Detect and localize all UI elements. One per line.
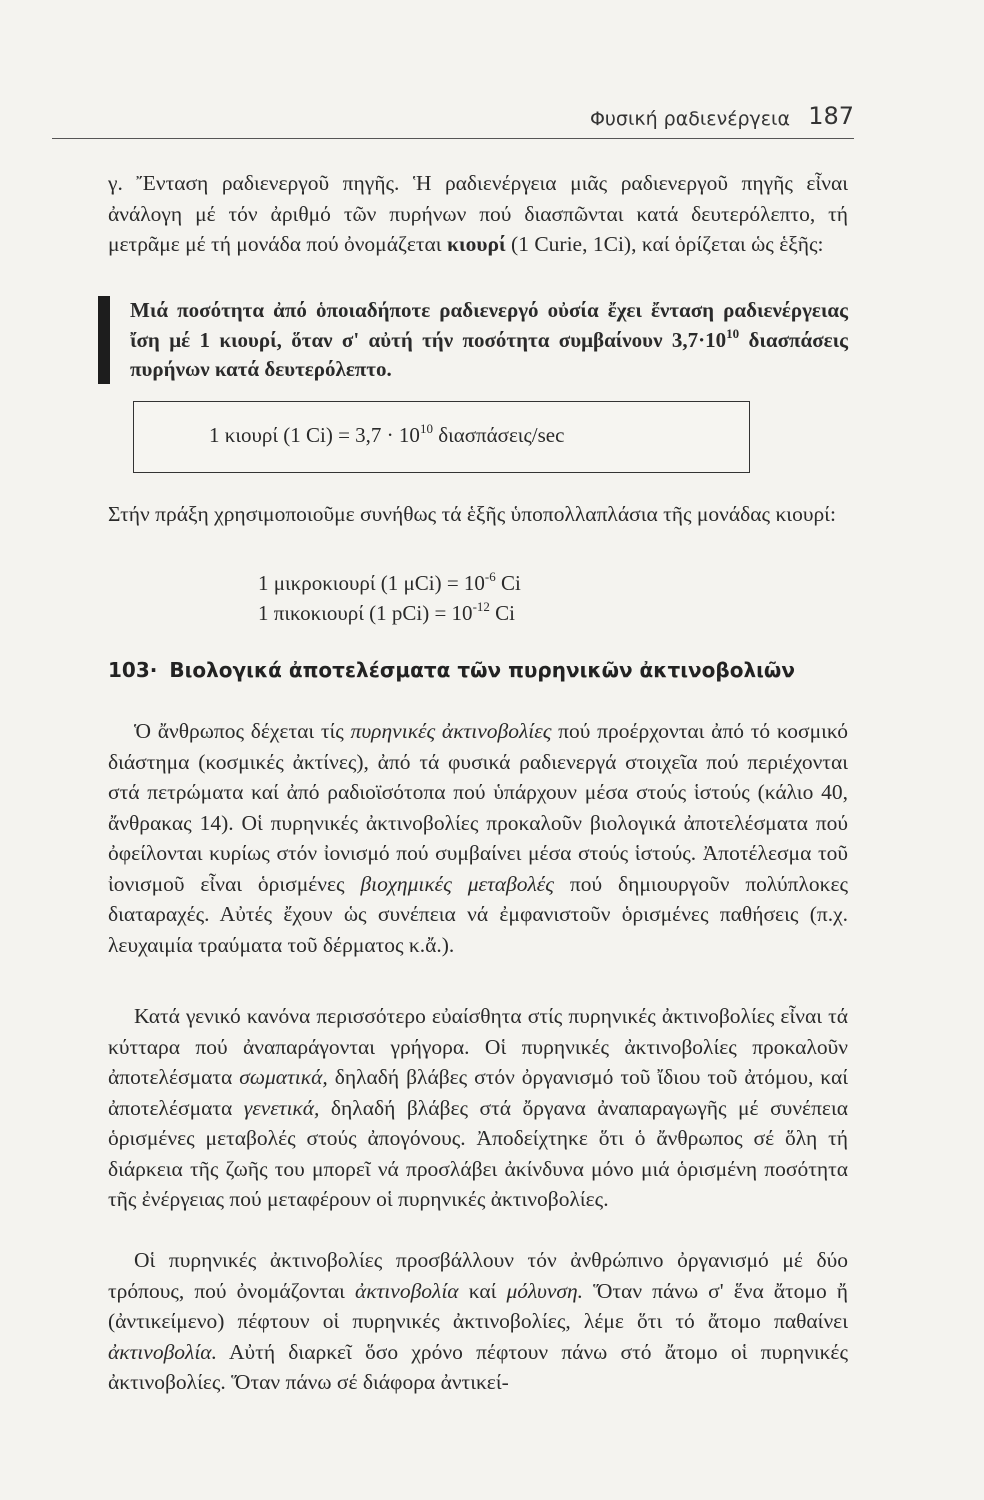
paragraph-exposure: Οἱ πυρηνικές ἀκτινοβολίες προσβάλλουν τόν ἀνθρώπινο ὀργανισμό μέ δύο τρόπους, πού ὀνομάζονται ἀκτινοβολία καί μόλυνση. Ὅταν πάνω σ' ἕνα ἄτομο ἤ (ἀντικείμενο) πέφτουν οἱ πυρηνικές ἀκτινοβολίες, λέμε ὅτι τό ἄτομο παθαίνει ἀκτινοβολία. Αὐτή διαρκεῖ ὅσο χρόνο πέφτουν πάνω στό ἄτομο οἱ πυρηνικές ἀκτινοβολίες. Ὅταν πάνω σέ διάφορα ἀντικεί- bbox=[108, 1248, 849, 1394]
unit-row-micro: 1 μικροκιουρί (1 $\mu Ci) = 10^{-6}$ Ci bbox=[258, 569, 521, 595]
section-number: 103· bbox=[108, 658, 158, 682]
section-heading bbox=[108, 658, 795, 682]
definition-block bbox=[108, 296, 852, 385]
intro-label: γ. Ἔνταση ραδιενεργοῦ πηγῆς. bbox=[108, 171, 400, 195]
definition-exponent: 10 bbox=[726, 325, 740, 341]
paragraph-effects: Κατά γενικό κανόνα περισσότερο εὐαίσθητα στίς πυρηνικές ἀκτινοβολίες εἶναι τά κύτταρα πού ἀναπαράγονται γρήγορα. Οἱ πυρηνικές ἀκτινοβολίες προκαλοῦν ἀποτελέσματα σωματικά, δηλαδή βλάβες στόν ὀργανισμό τοῦ ἴδιου τοῦ ἀτόμου, καί ἀποτελέσματα γενετικά, δηλαδή βλάβες στά ὄργανα ἀναπαραγωγῆς μέ συνέπεια ὁρισμένες μεταβολές στούς ἀπογόνους. Ἀποδείχτηκε ὅτι ὁ ἄνθρωπος σέ ὅλη τή διάρκεια τῆς ζωῆς του μπορεῖ νά προσλάβει ἀκίνδυνα μόνο μιά ὁρισμένη ποσότητα τῆς ἐνέργειας πού μεταφέρουν οἱ πυρηνικές ἀκτινοβολίες. bbox=[108, 1004, 849, 1211]
unit-row-pico: 1 πικοκιουρί (1 $pCi) = 10^{-12}$ Ci bbox=[258, 599, 515, 625]
paragraph-sources: Ὁ ἄνθρωπος δέχεται τίς πυρηνικές ἀκτινοβολίες πού προέρχονται ἀπό τό κοσμικό διάστημα (κοσμικές ἀκτίνες), ἀπό τά φυσικά ραδιενεργά στοιχεῖα πού περιέχονται στά πετρώματα καί ἀπό ραδιοϊσότοπα πού ὑπάρχουν μέσα στούς ἱστούς (κάλιο 40, ἄνθρακας 14). Οἱ πυρηνικές ἀκτινοβολίες προκαλοῦν βιολογικά ἀποτελέσματα πού ὀφείλονται κυρίως στόν ἰονισμό πού συμβαίνει μέσα στούς ἱστούς. Ἀποτέλεσμα τοῦ ἰονισμοῦ εἶναι ὁρισμένες βιοχημικές μεταβολές πού δημιουργοῦν πολύπλοκες διαταραχές. Αὐτές ἔχουν ὡς συνέπεια νά ἐμφανιστοῦν ὁρισμένες παθήσεις (π.χ. λευχαιμία τραύματα τοῦ δέρματος κ.ἄ.). bbox=[108, 719, 849, 957]
page-header bbox=[52, 100, 854, 139]
margin-marker-bar bbox=[98, 296, 110, 384]
practice-paragraph: Στήν πράξη χρησιμοποιοῦμε συνήθως τά ἑξῆς ὑποπολλαπλάσια τῆς μονάδας κιουρί: bbox=[108, 502, 836, 526]
formula-box bbox=[133, 401, 750, 473]
formula-text: 1 κιουρί (1 $Ci) = 3,7 \cdot 10^{10}$ διασπάσεις/sec bbox=[209, 421, 565, 447]
definition-text: Μιά ποσότητα ἀπό ὁποιαδήποτε ραδιενεργό οὐσία ἔχει ἔνταση ραδιενέργειας ἴση μέ 1 κιουρί, ὅταν σ' αὐτή τήν ποσότητα συμβαίνουν $3,7\cdot 10^{10}$ διασπάσεις πυρήνων κατά δευτερόλεπτο. bbox=[130, 298, 849, 381]
formula-exponent: 10 bbox=[419, 421, 433, 436]
intro-after: (1 Curie, 1Ci), καί ὁρίζεται ὡς ἑξῆς: bbox=[511, 232, 824, 256]
intro-paragraph bbox=[108, 168, 848, 260]
intro-unit-name: κιουρί bbox=[446, 232, 506, 256]
running-title: Φυσική ραδιενέργεια bbox=[589, 108, 790, 130]
page-number: 187 bbox=[808, 102, 854, 130]
intro-text: Ἡ ραδιενέργεια μιᾶς ραδιενεργοῦ πηγῆς εἶναι ἀνάλογη μέ τόν ἀριθμό τῶν πυρήνων πού διασπῶνται κατά δευτερόλεπτο, τή μετρᾶμε μέ τή μονάδα πού ὀνομάζεται bbox=[108, 171, 849, 256]
section-title: Βιολογικά ἀποτελέσματα τῶν πυρηνικῶν ἀκτινοβολιῶν bbox=[169, 658, 795, 682]
subunits-list bbox=[258, 568, 678, 628]
